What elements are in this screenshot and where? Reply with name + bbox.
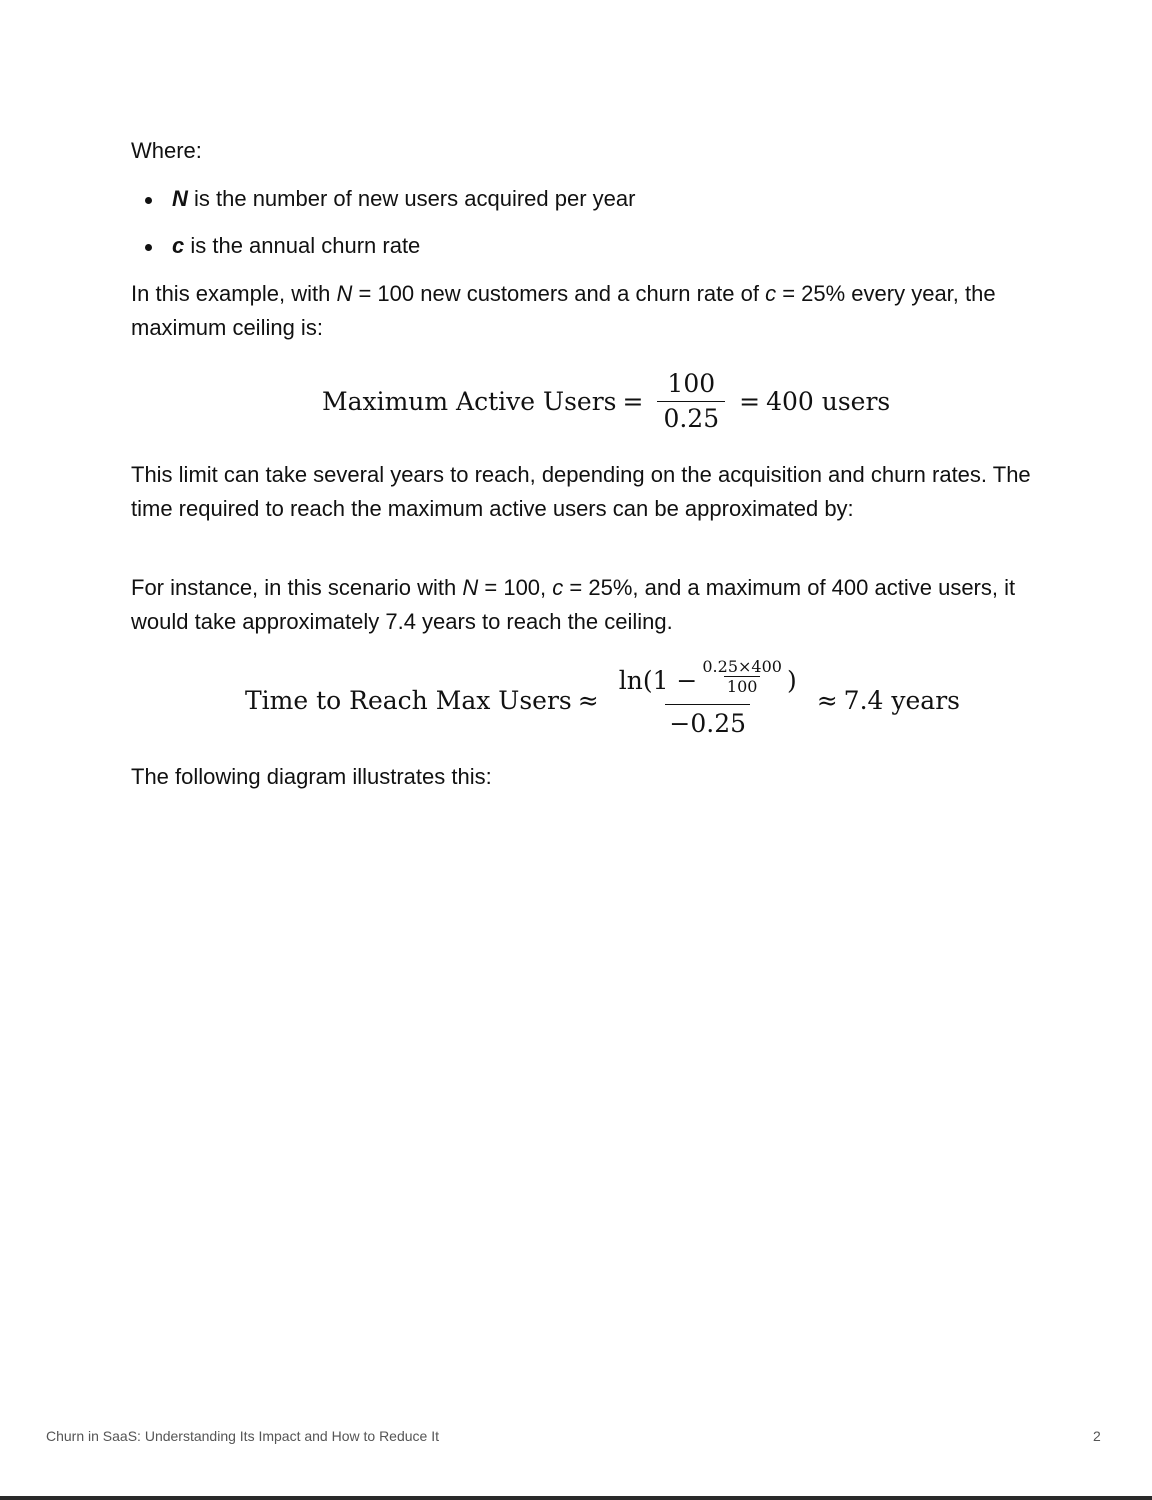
- fraction-numerator: 100: [667, 368, 716, 398]
- variable-name: c: [172, 233, 185, 258]
- equation-result: 400 users: [766, 386, 891, 416]
- bullet-icon: [145, 197, 152, 204]
- equation-result: 7.4 years: [843, 685, 960, 715]
- variable-name: N: [172, 186, 188, 211]
- list-item: [131, 182, 635, 229]
- bullet-icon: [145, 244, 152, 251]
- equation-lhs: Maximum Active Users: [322, 386, 617, 416]
- page-number: 2: [1093, 1428, 1101, 1444]
- equals-sign: =: [622, 386, 644, 416]
- closing-paren: ): [786, 666, 797, 695]
- ln-term: ln(1 −: [618, 666, 698, 695]
- fraction-denominator: 0.25: [657, 401, 725, 433]
- equation-lhs: Time to Reach Max Users: [245, 685, 572, 715]
- fraction-numerator: [615, 657, 801, 704]
- approx-sign: ≈: [577, 685, 599, 715]
- instance-paragraph: For instance, in this scenario with N = 100, c = 25%, and a maximum of 400 active users, it would take approximately 7.4 years to reach the ceiling.: [131, 575, 1016, 634]
- approx-sign: ≈: [816, 685, 838, 715]
- time-to-max-equation: [245, 657, 960, 740]
- variable-description: is the number of new users acquired per year: [187, 186, 636, 211]
- list-item: [131, 229, 635, 276]
- bottom-divider: [0, 1496, 1152, 1500]
- variable-description: is the annual churn rate: [184, 233, 421, 258]
- equals-sign: =: [739, 386, 761, 416]
- inner-denominator: 100: [724, 676, 761, 695]
- footer-title: Churn in SaaS: Understanding Its Impact and How to Reduce It: [46, 1428, 439, 1444]
- where-label: Where:: [131, 138, 202, 163]
- limit-paragraph: This limit can take several years to reach, depending on the acquisition and churn rates. The time required to reach the maximum active users can be approximated by:: [131, 462, 1031, 521]
- variable-list: [131, 182, 635, 276]
- inner-numerator: 0.25×400: [702, 657, 782, 676]
- inner-fraction: [699, 658, 785, 695]
- max-active-users-equation: [322, 366, 890, 436]
- example-paragraph: In this example, with N = 100 new customers and a churn rate of c = 25% every year, the maximum ceiling is:: [131, 281, 996, 340]
- fraction-denominator: −0.25: [665, 704, 750, 739]
- fraction: [657, 370, 725, 433]
- diagram-intro: The following diagram illustrates this:: [131, 764, 492, 789]
- fraction: [615, 657, 801, 739]
